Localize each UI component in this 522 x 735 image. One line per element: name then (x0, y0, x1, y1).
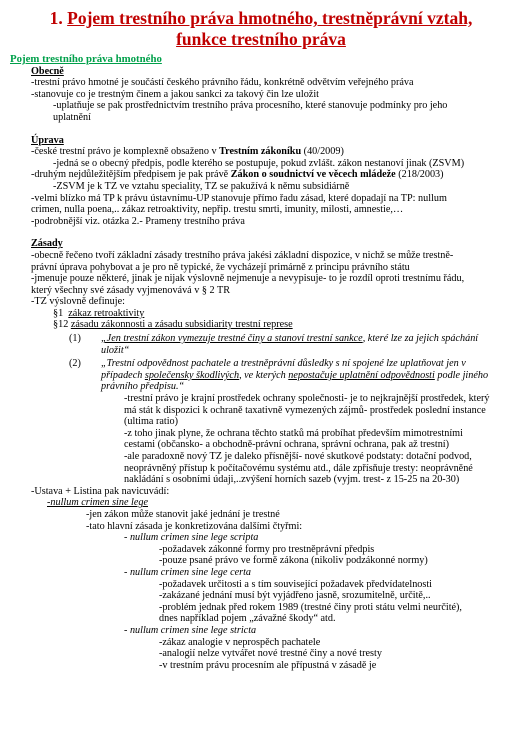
text-line: -trestní právo hmotné je součástí českého právního řádu, konkrétně odvětvím veřejného práva (31, 77, 414, 89)
text-line: -TZ výslovně definuje: (31, 296, 125, 308)
text-line: -zakázané jednání musí být vyjádřeno jasně, srozumitelně, určitě,.. (159, 590, 431, 602)
text-line: -jen zákon může stanovit jaké jednání je trestné (86, 508, 280, 520)
title-number: 1. (49, 8, 63, 28)
text-line: -české trestní právo je komplexně obsaženo v Trestním zákoníku (40/2009) (31, 146, 344, 158)
text-line: -jedná se o obecný předpis, podle kterého se postupuje, pokud zvlášt. zákon nestanoví jinak (ZSVM) (53, 157, 465, 169)
principle-heading: -nullum crimen sine lege (47, 497, 148, 509)
paragraph-ref-1: §1 zákaz retroaktivity (53, 307, 145, 319)
text-line: právní úprava pohybovat a je pro ně typické, že vycházejí primárně z principu právního státu (31, 261, 410, 273)
heading-zasady: Zásady (31, 238, 63, 250)
text-line: -zákaz analogie v neprospěch pachatele (159, 636, 321, 648)
text-line: -obecně řečeno tvoří základní zásady trestního práva jakési základní dispozice, v nichž se může trestně- (31, 249, 454, 261)
text-line: -požadavek zákonné formy pro trestněprávní předpis (159, 543, 375, 555)
text-line: -požadavek určitosti a s tím související požadavek předvídatelnosti (159, 578, 433, 590)
text-line: -v trestním právu procesním ale přípustná v zásadě je (159, 659, 377, 671)
paragraph-ref-12: §12 zásadu zákonnosti a zásadu subsidiarity trestní represe (53, 319, 293, 331)
text-line: -ZSVM je k TZ ve vztahu speciality, TZ se pakužívá k němu subsidiárně (53, 180, 350, 192)
text-line: -analogií nelze vytvářet nové trestné činy a nové tresty (159, 648, 382, 660)
heading-obecne: Obecně (31, 65, 64, 77)
principle-subheading: - nullum crimen sine lege stricta (124, 624, 257, 636)
text-line: uplatnění (53, 111, 91, 123)
text-line: -druhým nejdůležitějším předpisem je pak právě Zákon o soudnictví ve věcech mládeže (218/2003) (31, 169, 444, 181)
text-line: -trestní právo je krajní prostředek ochrany společnosti- je to nejkrajnější prostředek, který má stát k dispozici k ochraně taxativně vymezených zájmů- prostředek poslední instance (ultima ratio) (124, 393, 490, 428)
heading-uprava: Úprava (31, 134, 64, 146)
clause-2: (2) „Trestní odpovědnost pachatele a trestněprávní důsledky s ní spojené lze uplatňovat jen v případech společensky škodlivých, ve kterých nepostačuje uplatnění odpovědnosti podle jiného právního předpisu.“ (69, 358, 489, 393)
text-line: který všechny své zásady vyjmenovává v § 2 TR (31, 284, 230, 296)
section-obecne (31, 66, 522, 672)
text-line: -uplatňuje se pak prostřednictvím trestního práva procesního, které stanovuje podmínky pro jeho (53, 100, 448, 112)
text-line: -stanovuje co je trestným činem a jakou sankci za takový čin lze uložit (31, 88, 319, 100)
title-line-1: Pojem trestního práva hmotného, trestněprávní vztah, (67, 8, 473, 28)
text-line: -podrobnější viz. otázka 2.- Prameny trestního práva (31, 215, 245, 227)
principle-subheading: - nullum crimen sine lege scripta (124, 532, 259, 544)
text-line: -problém jednak před rokem 1989 (trestné činy proti státu velmi neurčité), dnes například pojem „závažné škody“ atd. (159, 601, 462, 625)
principle-subheading: - nullum crimen sine lege certa (124, 566, 252, 578)
clause-1: (1) „Jen trestní zákon vymezuje trestné činy a stanoví trestní sankce, které lze za jejich spáchání uložit“ (69, 333, 479, 356)
text-line: -z toho jinak plyne, že ochrana těchto statků má probíhat především mimotrestními cestami (občansko- a obchodně-právní ochrana, správní ochrana, pak až trestní) (124, 427, 463, 451)
text-line: -tato hlavní zásada je konkretizována dalšími čtyřmi: (86, 520, 303, 532)
title-line-2: funkce trestního práva (176, 29, 346, 49)
text-line: crimen, nulla poena,.. zákaz retroaktivity, nepřip. trestu smrti, imunity, milosti, amnestie,… (31, 204, 404, 216)
bold-text: Zákon o soudnictví ve věcech mládeže (230, 169, 396, 181)
text-line: -velmi blízko má TP k právu ústavnímu-UP stanovuje přímo řadu zásad, které dopadají na TP: nullum (31, 192, 447, 204)
text-line: -Ustava + Listina pak navicuvádí: (31, 485, 170, 497)
text-line: -jmenuje pouze některé, jinak je nijak výslovně nejmenuje a nevypisuje- to je rozdíl oproti trestnímu řádu, (31, 273, 465, 285)
section-heading: Pojem trestního práva hmotného (10, 53, 162, 65)
bold-text: Trestním zákoníku (219, 146, 302, 158)
text-line: -pouze psané právo ve formě zákona (nikoliv podzákonné normy) (159, 555, 428, 567)
text-line: -ale paradoxně nový TZ je daleko přísnější- nové skutkové podstaty: dotační podvod, neoprávněný přístup k počítačovému systému atd., dále zpřísňuje tresty: neoprávněné nakládání s osobními údaji,..zvýšení horních sazeb (vyjm. trest- z 15-25 na 20-30) (124, 451, 473, 486)
page-title (10, 8, 512, 50)
